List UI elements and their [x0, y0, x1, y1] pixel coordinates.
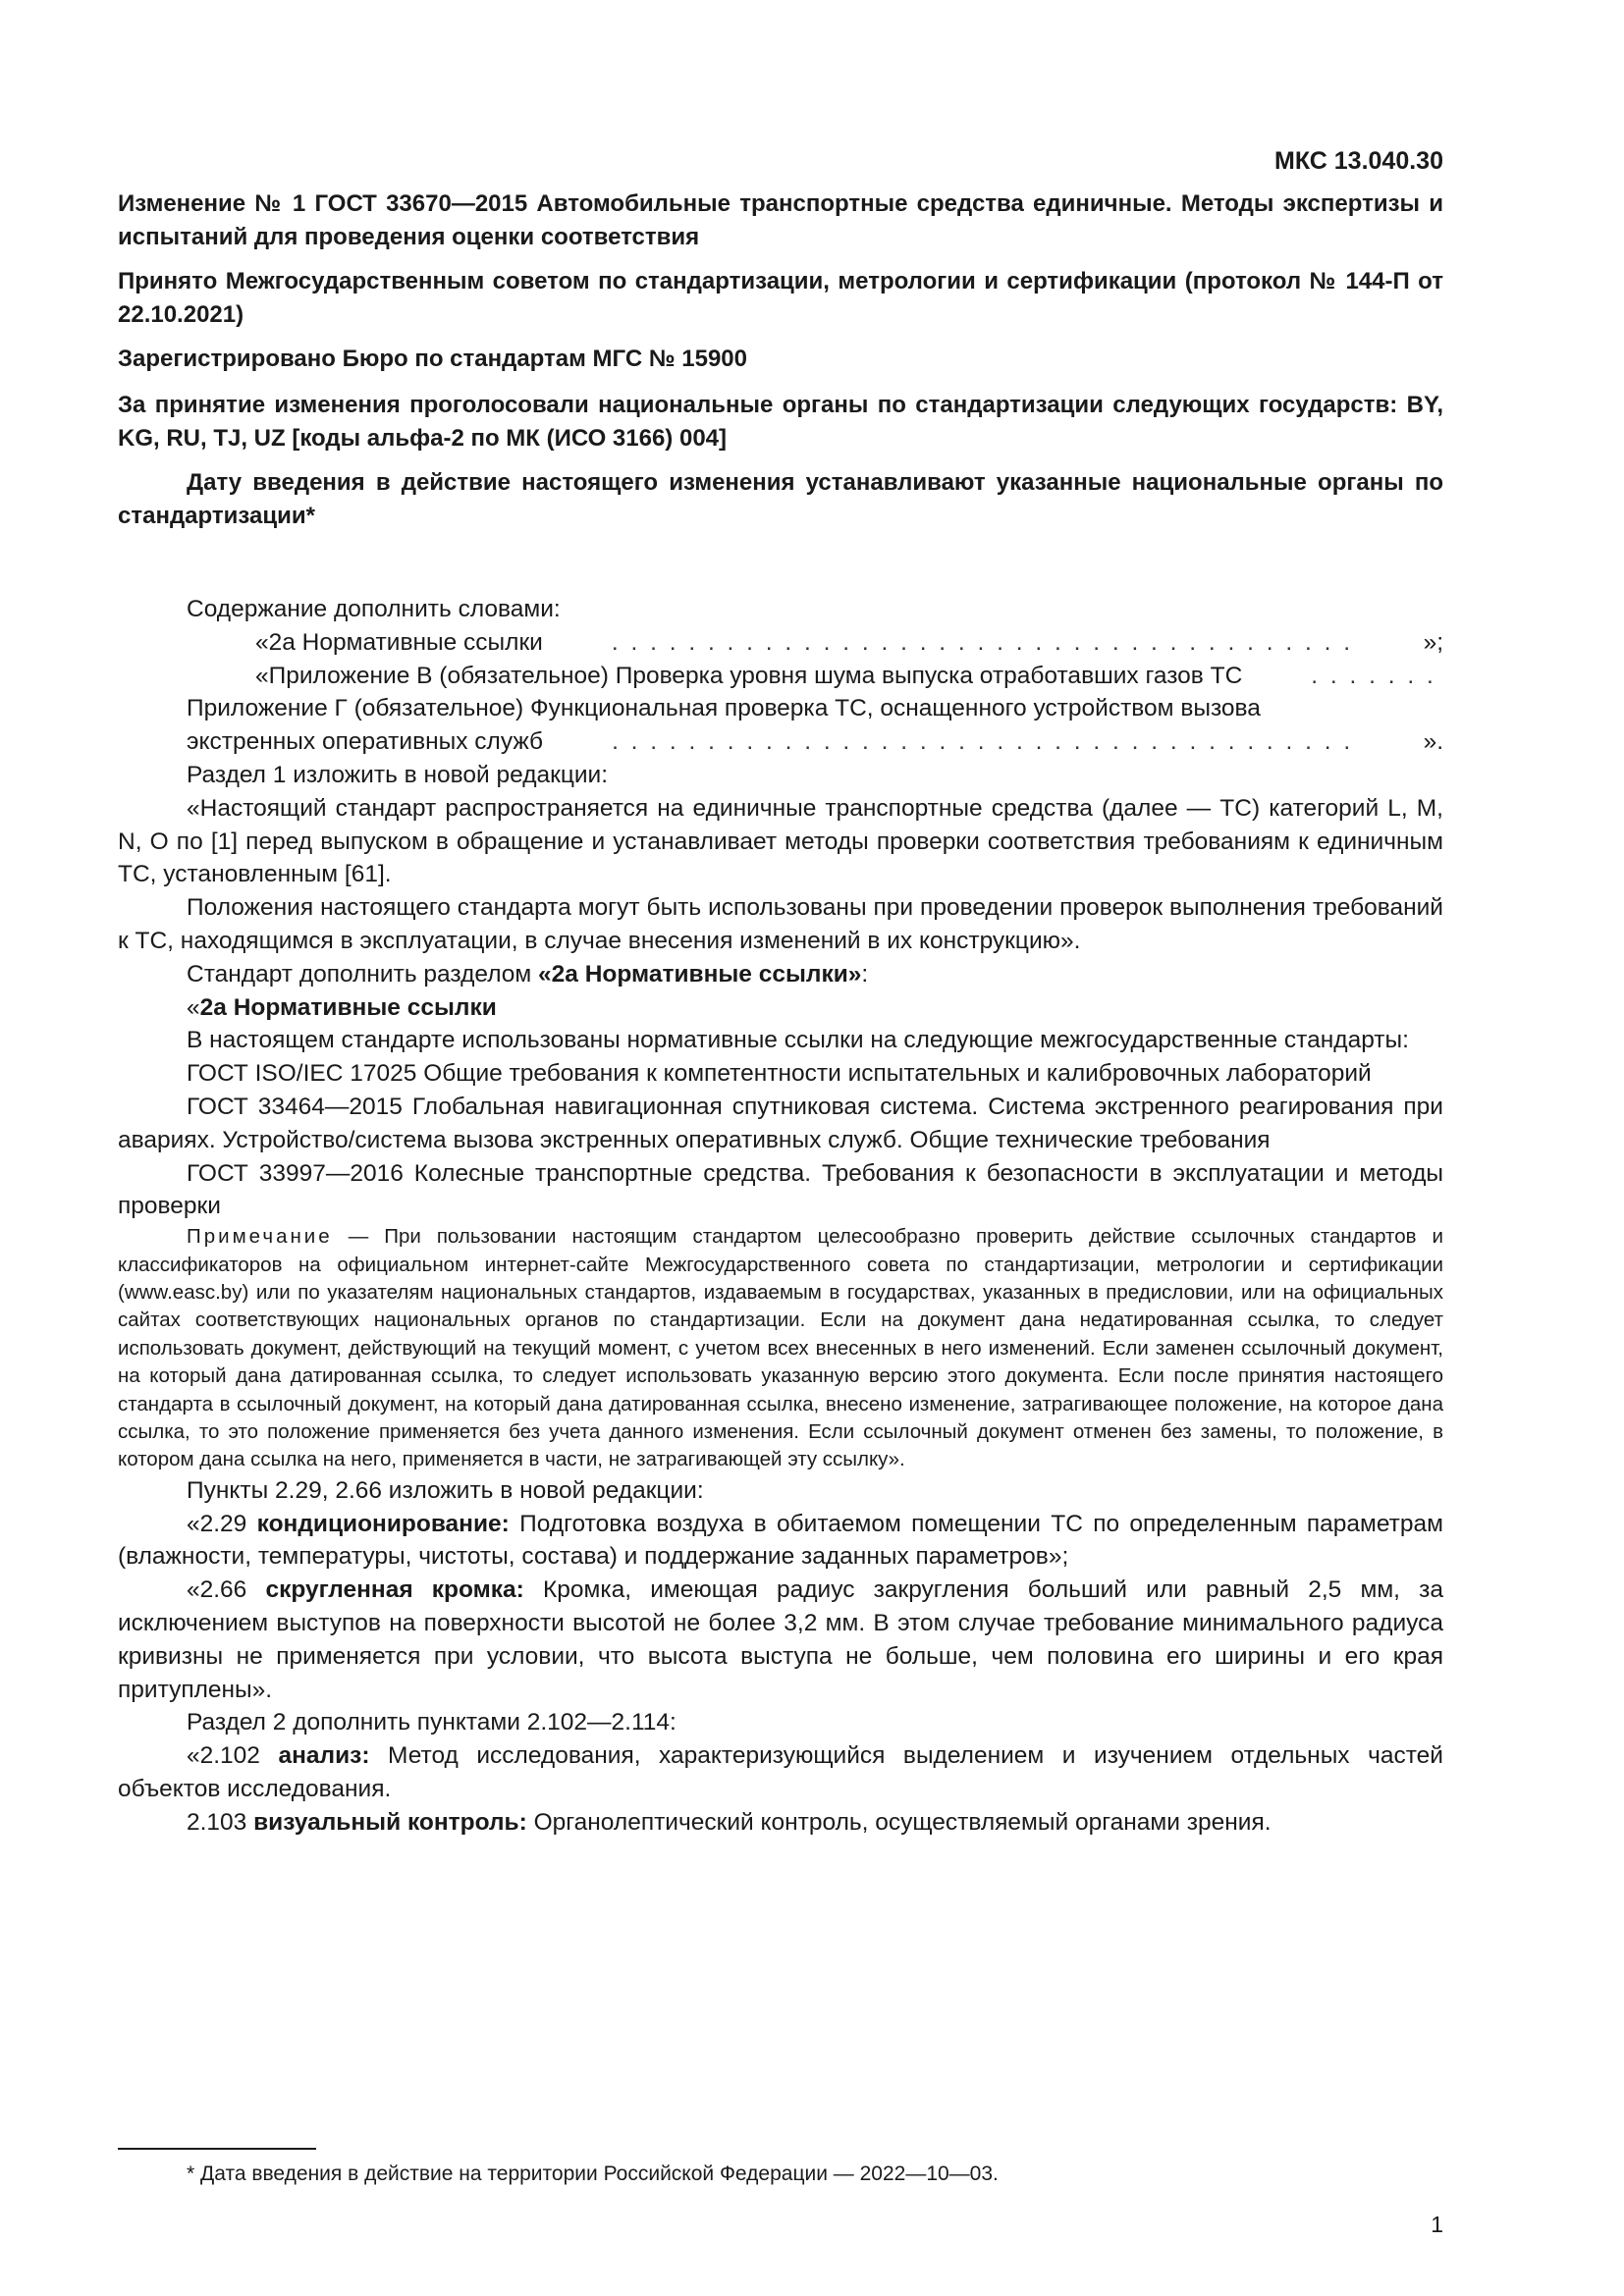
- definition-2-66: [118, 1574, 1443, 1706]
- toc-entry-2a-label: «2а Нормативные ссылки: [255, 628, 543, 656]
- reference-gost-iso-iec-17025: ГОСТ ISO/IEC 17025 Общие требования к компетентности испытательных и калибровочных лабораторий: [187, 1060, 1372, 1088]
- definition-2-29-term: кондиционирование:: [256, 1510, 510, 1537]
- definition-2-29-text: Подготовка воздуха в обитаемом помещении ТС по определенным параметрам (влажности, температуры, чистоты, состава) и поддержание заданных параметров»;: [118, 1510, 1443, 1571]
- section-2a-intro: В настоящем стандарте использованы нормативные ссылки на следующие межгосударственные стандарты:: [187, 1027, 1409, 1054]
- definition-2-102-text: Метод исследования, характеризующийся выделением и изучением отдельных частей объектов исследования.: [118, 1742, 1443, 1802]
- add-section-colon: :: [861, 960, 869, 988]
- definition-2-103-number: 2.103: [187, 1808, 254, 1836]
- adopted-statement: Принято Межгосударственным советом по стандартизации, метрологии и сертификации (протокол № 144-П от 22.10.2021): [118, 268, 1443, 328]
- note-label: Примечание: [187, 1225, 333, 1249]
- definition-2-102-term: анализ:: [278, 1742, 370, 1770]
- toc-entry-appendix-g-line2: [118, 725, 1443, 759]
- section-2a-heading: [118, 991, 1443, 1025]
- toc-leader-dots: [1242, 660, 1443, 693]
- toc-entry-appendix-b: [118, 660, 1443, 693]
- footnote-separator: [118, 2148, 316, 2150]
- definition-2-103: [118, 1806, 1443, 1840]
- section-2a-quote: «: [187, 993, 200, 1021]
- definition-2-66-text: Кромка, имеющая радиус закругления больший или равный 2,5 мм, за исключением выступов на поверхности высотой не более 3,2 мм. В этом случае требование минимального радиуса кривизны не применяется при условии, что высота выступа не больше, чем половина его ширины и его края притуплены».: [118, 1576, 1443, 1703]
- definition-2-66-number: «2.66: [187, 1576, 266, 1604]
- toc-entry-appendix-b-label: «Приложение В (обязательное) Проверка уровня шума выпуска отработавших газов ТС: [255, 662, 1243, 689]
- definition-2-29-number: «2.29: [187, 1510, 257, 1537]
- section1-intro: Раздел 1 изложить в новой редакции:: [187, 761, 609, 788]
- footnote: * Дата введения в действие на территории Российской Федерации — 2022—10—03.: [187, 2163, 999, 2185]
- add-section-bold: «2а Нормативные ссылки»: [538, 960, 862, 988]
- definition-2-103-text: Органолептический контроль, осуществляемый органами зрения.: [526, 1808, 1272, 1836]
- definition-2-29: [118, 1508, 1443, 1575]
- definition-2-103-term: визуальный контроль:: [253, 1808, 527, 1836]
- section1-paragraph-1: «Настоящий стандарт распространяется на единичные транспортные средства (далее — ТС) категорий L, M, N, O по [1] перед выпуском в обращение и устанавливает методы проверки соответствия требованиям к единичным ТС, установленным [61].: [118, 794, 1443, 888]
- toc-leader-dots: [543, 725, 1355, 759]
- definition-2-102-number: «2.102: [187, 1742, 279, 1770]
- toc-entry-2a-end: »;: [1423, 628, 1443, 656]
- add-section-text: Стандарт дополнить разделом: [187, 960, 539, 988]
- toc-entry-2a: [118, 626, 1443, 660]
- section-2a-title: 2а Нормативные ссылки: [199, 993, 497, 1021]
- definition-2-66-term: скругленная кромка:: [265, 1576, 524, 1604]
- note-text: — При пользовании настоящим стандартом целесообразно проверить действие ссылочных стандартов и классификаторов на официальном интернет-сайте Межгосударственного совета по стандартизации, метрологии и сертификации (www.easc.by) или по указателям национальных стандартов, издаваемым в государствах, указанных в предисловии, или на официальных сайтах соответствующих национальных органов по стандартизации. Если на документ дана недатированная ссылка, то следует использовать документ, действующий на текущий момент, с учетом всех внесенных в него изменений. Если заменен ссылочный документ, на который дана датированная ссылка, то следует использовать указанную версию этого документа. Если после принятия настоящего стандарта в ссылочный документ, на который дана датированная ссылка, внесено изменение, затрагивающее положение, на которое дана ссылка, то это положение применяется без учета данного изменения. Если ссылочный документ отменен без замены, то положение, в котором дана ссылка на него, применяется в части, не затрагивающей эту ссылку».: [118, 1225, 1443, 1471]
- definition-2-102: [118, 1739, 1443, 1806]
- section1-paragraph-2: Положения настоящего стандарта могут быть использованы при проведении проверок выполнения требований к ТС, находящимся в эксплуатации, в случае внесения изменений в их конструкцию».: [118, 894, 1443, 954]
- mks-code: МКС 13.040.30: [1274, 147, 1443, 175]
- amendment-body: [118, 593, 1443, 1840]
- section2-intro: Раздел 2 дополнить пунктами 2.102—2.114:: [187, 1709, 677, 1736]
- items-intro: Пункты 2.29, 2.66 изложить в новой редакции:: [187, 1476, 704, 1504]
- document-page: [118, 0, 1443, 2296]
- registered-statement: Зарегистрировано Бюро по стандартам МГС № 15900: [118, 346, 747, 372]
- reference-gost-33464: ГОСТ 33464—2015 Глобальная навигационная спутниковая система. Система экстренного реагирования при авариях. Устройство/система вызова экстренных оперативных служб. Общие технические требования: [118, 1093, 1443, 1153]
- note-paragraph: [118, 1223, 1443, 1474]
- reference-gost-33997: ГОСТ 33997—2016 Колесные транспортные средства. Требования к безопасности в эксплуатации и методы проверки: [118, 1159, 1443, 1220]
- toc-leader-dots: [543, 626, 1355, 660]
- effective-date-statement: Дату введения в действие настоящего изменения устанавливают указанные национальные органы по стандартизации*: [118, 469, 1443, 529]
- toc-entry-appendix-g-label: экстренных оперативных служб: [187, 728, 544, 756]
- contents-intro: Содержание дополнить словами:: [187, 596, 561, 622]
- add-section-2a-instruction: [118, 958, 1443, 991]
- voted-statement: За принятие изменения проголосовали национальные органы по стандартизации следующих государств: BY, KG, RU, TJ, UZ [коды альфа-2 по МК (ИСО 3166) 004]: [118, 392, 1443, 452]
- toc-entry-appendix-g-end: ».: [1423, 728, 1443, 756]
- amendment-title: Изменение № 1 ГОСТ 33670—2015 Автомобильные транспортные средства единичные. Методы экспертизы и испытаний для проведения оценки соответствия: [118, 190, 1443, 250]
- page-number: 1: [1431, 2212, 1443, 2237]
- toc-entry-appendix-g-line1: Приложение Г (обязательное) Функциональная проверка ТС, оснащенного устройством вызова: [187, 695, 1261, 722]
